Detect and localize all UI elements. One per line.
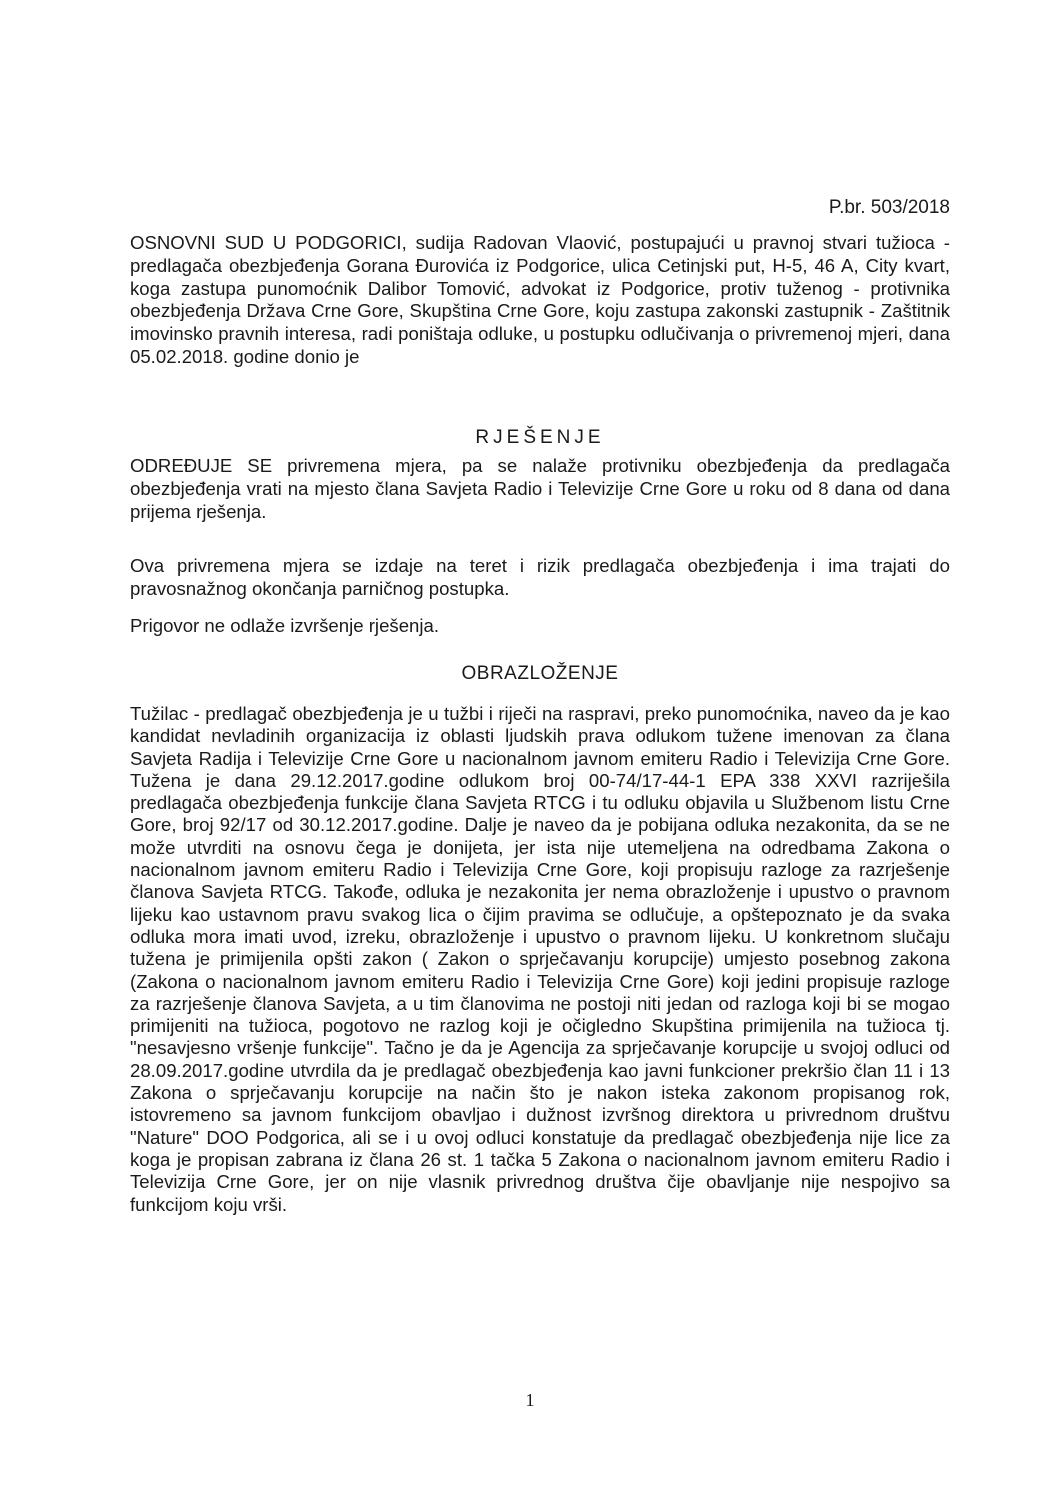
ruling-text-3: Prigovor ne odlaže izvršenje rješenja. bbox=[130, 615, 440, 636]
ruling-text-2: Ova privremena mjera se izdaje na teret i rizik predlagača obezbjeđenja i ima trajati do pravosnažnog okončanja parničnog postupka. bbox=[130, 555, 950, 599]
ruling-text-1: ODREĐUJE SE privremena mjera, pa se nalaže protivniku obezbjeđenja da predlagača obezbjeđenja vrati na mjesto člana Savjeta Radio i Televizije Crne Gore u roku od 8 dana od dana prijema rješenja. bbox=[130, 455, 950, 522]
intro-paragraph bbox=[130, 232, 950, 369]
heading-resenje: RJEŠENJE bbox=[475, 427, 605, 448]
intro-text: OSNOVNI SUD U PODGORICI, sudija Radovan Vlaović, postupajući u pravnoj stvari tužioca - predlagača obezbjeđenja Gorana Đurovića iz Podgorice, ulica Cetinjski put, H-5, 46 A, City kvart, koga zastupa punomoćnik Dalibor Tomović, advokat iz Podgorice, protiv tuženog - protivnika obezbjeđenja Država Crne Gore, Skupština Crne Gore, koju zastupa zakonski zastupnik - Zaštitnik imovinsko pravnih interesa, radi poništaja odluke, u postupku odlučivanja o privremenoj mjeri, dana 05.02.2018. godine donio je bbox=[130, 232, 950, 367]
ruling-paragraph-3 bbox=[130, 615, 950, 638]
case-number: P.br. 503/2018 bbox=[828, 197, 950, 218]
reasoning-text: Tužilac - predlagač obezbjeđenja je u tužbi i riječi na raspravi, preko punomoćnika, naveo da je kao kandidat nevladinih organizacija iz oblasti ljudskih prava odlukom tužene imenovan za člana Savjeta Radija i Televizije Crne Gore u nacionalnom javnom emiteru Radio i Televizija Crne Gore. Tužena je dana 29.12.2017.godine odlukom broj 00-74/17-44-1 EPA 338 XXVI razriješila predlagača obezbjeđenja funkcije člana Savjeta RTCG i tu odluku objavila u Službenom listu Crne Gore, broj 92/17 od 30.12.2017.godine. Dalje je naveo da je pobijana odluka nezakonita, da se ne može utvrditi na osnovu čega je donijeta, jer ista nije utemeljena na odredbama Zakona o nacionalnom javnom emiteru Radio i Televizija Crne Gore, koji propisuju razloge za razrješenje članova Savjeta RTCG. Takođe, odluka je nezakonita jer nema obrazloženje i upustvo o pravnom lijeku kao ustavnom pravu svakog lica o čijim pravima se odlučuje, a opštepoznato je da svaka odluka mora imati uvod, izreku, obrazloženje i upustvo o pravnom lijeku. U konkretnom slučaju tužena je primijenila opšti zakon ( Zakon o sprječavanju korupcije) umjesto posebnog zakona (Zakona o nacionalnom javnom emiteru Radio i Televizija Crne Gore) koji jedini propisuje razloge za razrješenje članova Savjeta, a u tim članovima ne postoji niti jedan od razloga koji bi se mogao primijeniti na tužioca, pogotovo ne razlog koji je očigledno Skupština primijenila na tužioca tj. "nesavjesno vršenje funkcije". Tačno je da je Agencija za sprječavanje korupcije u svojoj odluci od 28.09.2017.godine utvrdila da je predlagač obezbjeđenja kao javni funkcioner prekršio član 11 i 13 Zakona o sprječavanju korupcije na način što je nakon isteka zakonom propisanog rok, istovremeno sa javnom funkcijom obavljao i dužnost izvršnog direktora u privrednom društvu "Nature" DOO Podgorica, ali se i u ovoj odluci konstatuje da predlagač obezbjeđenja nije lice za koga je propisan zabrana iz člana 26 st. 1 tačka 5 Zakona o nacionalnom javnom emiteru Radio i Televizija Crne Gore, jer on nije vlasnik privrednog društva čije obavljanje nije nespojivo sa funkcijom koju vrši. bbox=[130, 703, 950, 1215]
ruling-paragraph-2 bbox=[130, 555, 950, 601]
heading-obrazlozenje: OBRAZLOŽENJE bbox=[461, 663, 619, 684]
reasoning-paragraph bbox=[130, 703, 950, 1216]
page-number: 1 bbox=[525, 1390, 535, 1410]
ruling-paragraph-1 bbox=[130, 455, 950, 523]
